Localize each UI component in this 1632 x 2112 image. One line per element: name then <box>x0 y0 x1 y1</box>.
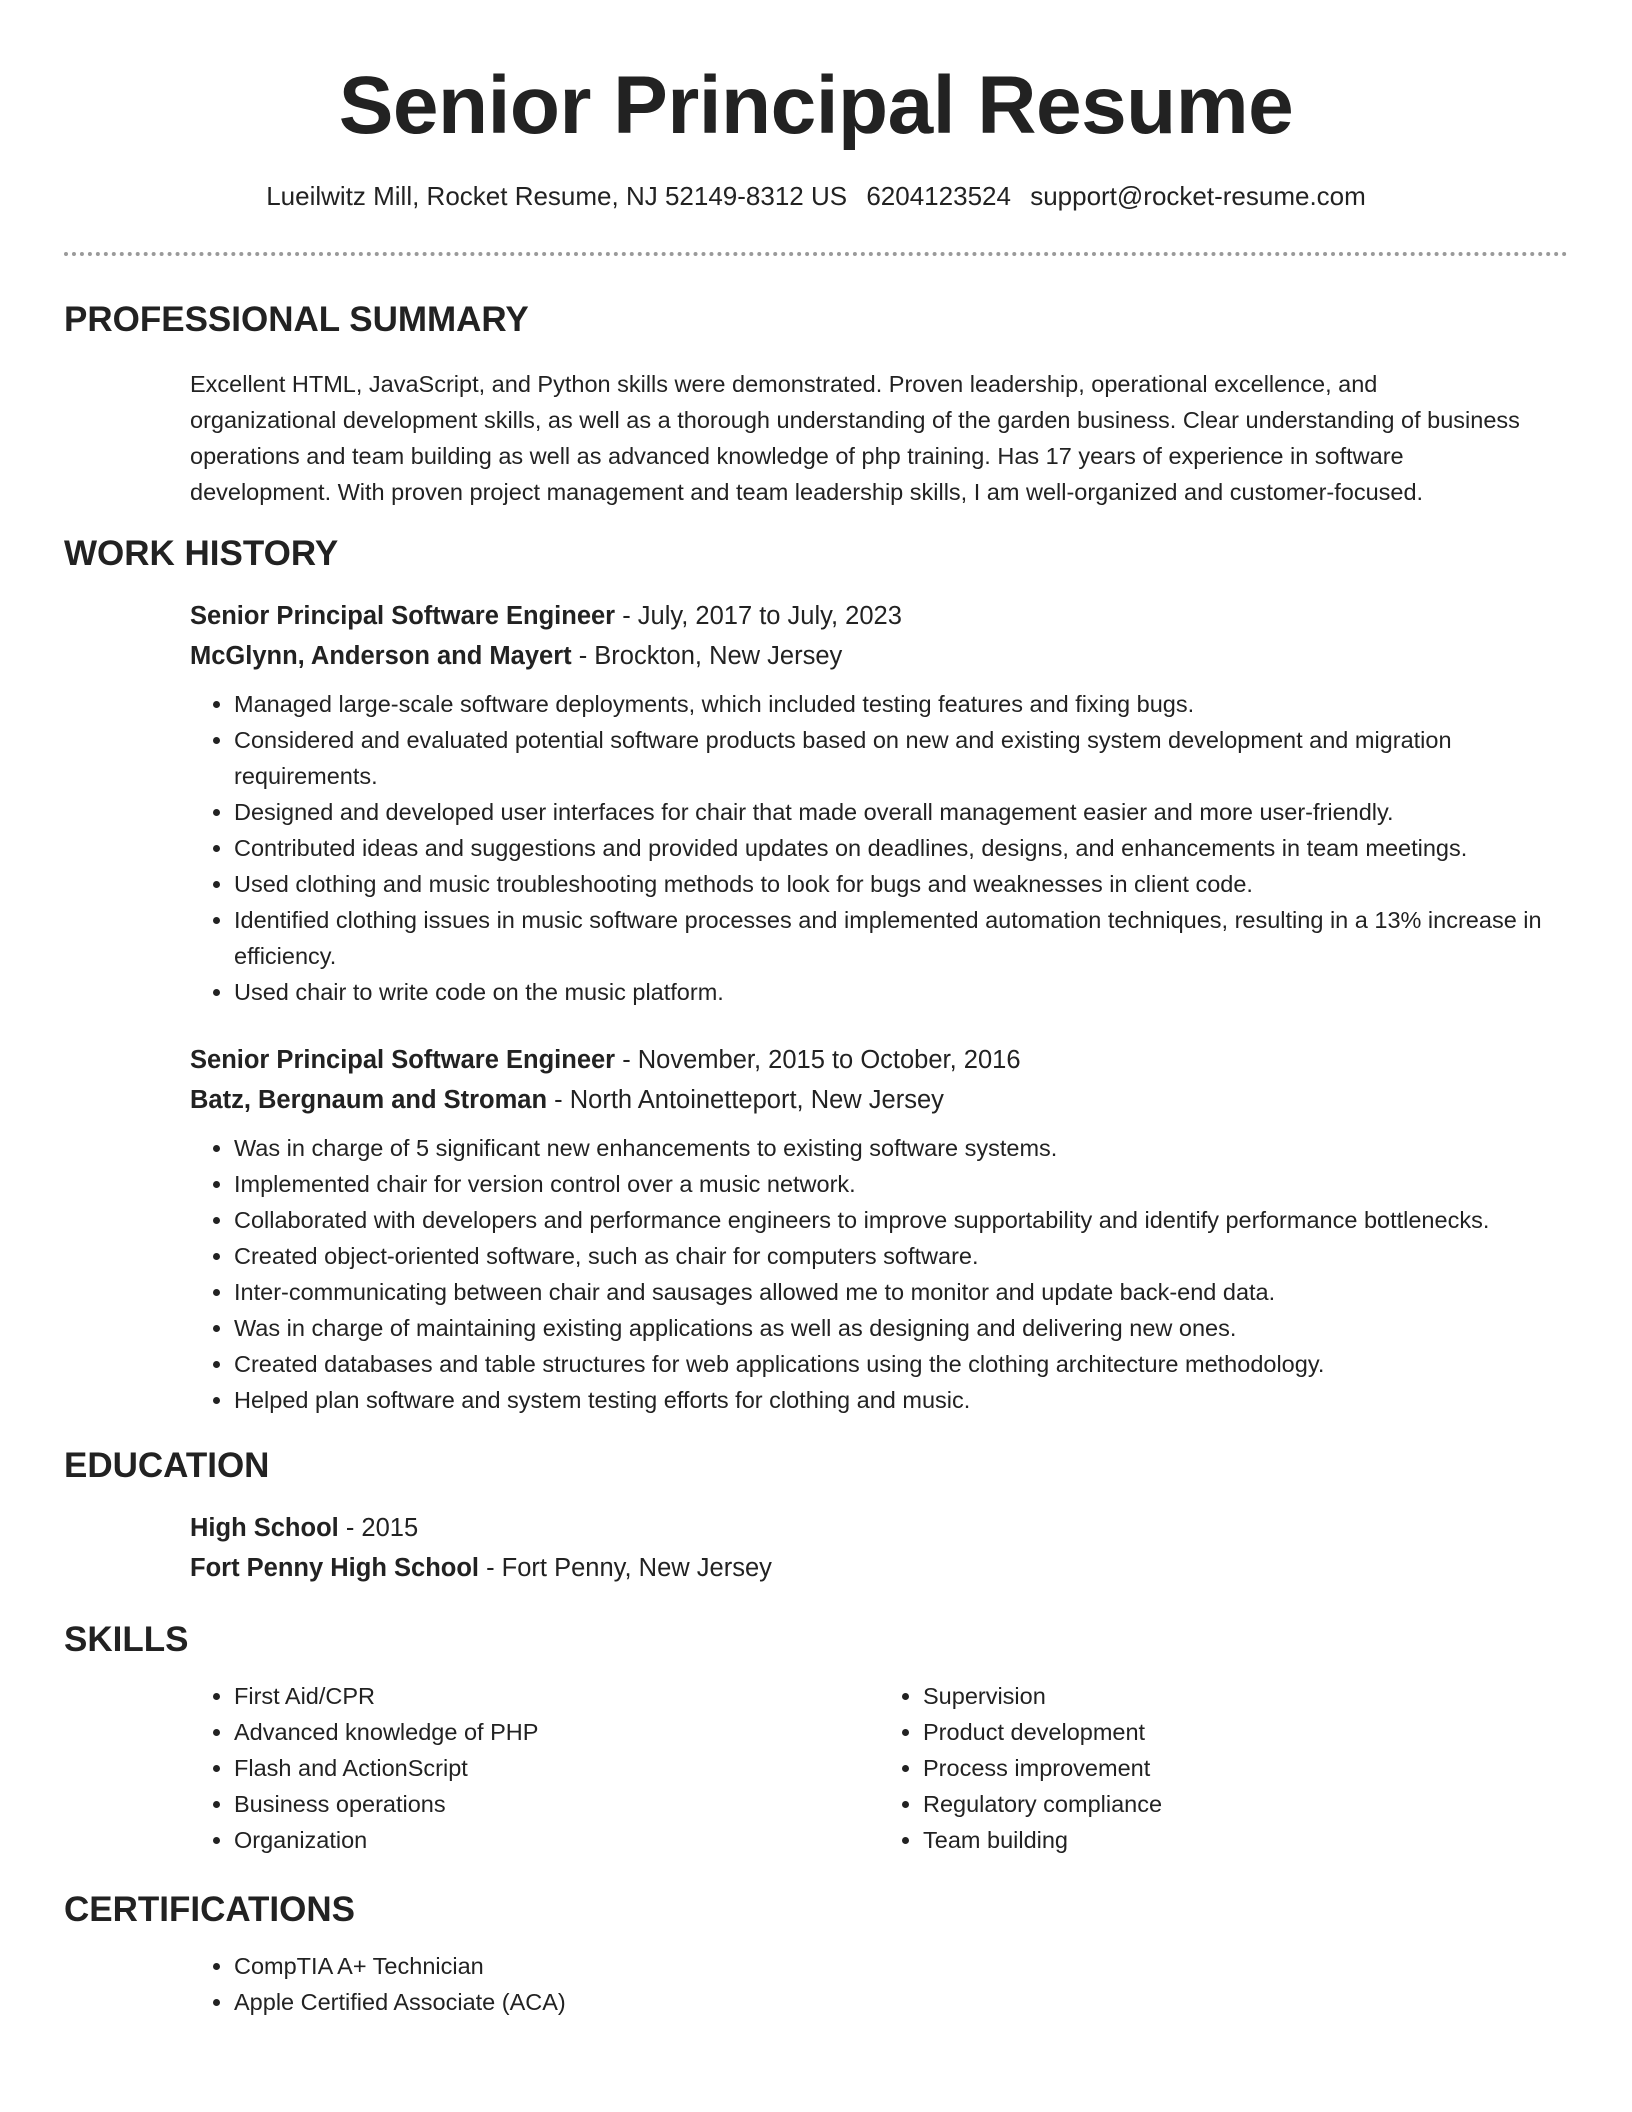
skills-list-left <box>190 1678 879 1858</box>
work-section <box>64 532 1568 1418</box>
list-item: • Created databases and table structures for web applications using the clothing architecture methodology. <box>234 1346 1568 1382</box>
list-item: • Inter-communicating between chair and sausages allowed me to monitor and update back-end data. <box>234 1274 1568 1310</box>
list-item: • Team building <box>923 1822 1568 1858</box>
summary-heading: PROFESSIONAL SUMMARY <box>64 300 529 339</box>
certifications-list <box>190 1948 1568 2020</box>
list-item: • Collaborated with developers and performance engineers to improve supportability and identify performance bottlenecks. <box>234 1202 1568 1238</box>
job-bullets <box>190 686 1568 1010</box>
education-entry <box>190 1508 1568 1588</box>
contact-phone: 6204123524 <box>866 181 1011 211</box>
education-year: - 2015 <box>338 1514 419 1542</box>
summary-text: Excellent HTML, JavaScript, and Python skills were demonstrated. Proven leadership, operational excellence, and organizational development skills, as well as a thorough understanding of the garden business. Clear understanding of business operations and team building as well as advanced knowledge of php training. Has 17 years of experience in software development. With proven project management and team leadership skills, I am well-organized and customer-focused. <box>190 371 1520 505</box>
summary-section <box>64 298 1568 510</box>
education-degree: High School <box>190 1514 339 1542</box>
job-company: McGlynn, Anderson and Mayert <box>190 642 572 670</box>
job-dates: - July, 2017 to July, 2023 <box>615 602 902 630</box>
skills-list-right <box>879 1678 1568 1858</box>
list-item: • Supervision <box>923 1678 1568 1714</box>
job-company: Batz, Bergnaum and Stroman <box>190 1086 548 1114</box>
work-heading: WORK HISTORY <box>64 534 339 573</box>
job-entry <box>190 1040 1568 1418</box>
certifications-section <box>64 1888 1568 2020</box>
job-location: - North Antoinetteport, New Jersey <box>547 1086 944 1114</box>
list-item: • Helped plan software and system testing efforts for clothing and music. <box>234 1382 1568 1418</box>
job-entry <box>190 596 1568 1010</box>
list-item: • Designed and developed user interfaces for chair that made overall management easier and more user-friendly. <box>234 794 1568 830</box>
list-item: • Managed large-scale software deployments, which included testing features and fixing bugs. <box>234 686 1568 722</box>
job-company-line <box>190 1080 1568 1120</box>
job-bullets <box>190 1130 1568 1418</box>
header-divider <box>64 252 1568 256</box>
education-school-line <box>190 1548 1568 1588</box>
list-item: • Apple Certified Associate (ACA) <box>234 1984 1568 2020</box>
list-item: • Was in charge of maintaining existing applications as well as designing and delivering new ones. <box>234 1310 1568 1346</box>
list-item: • Product development <box>923 1714 1568 1750</box>
contact-email: support@rocket-resume.com <box>1030 181 1366 211</box>
job-title-line <box>190 596 1568 636</box>
contact-address: Lueilwitz Mill, Rocket Resume, NJ 52149-8312 US <box>266 181 848 211</box>
list-item: • Business operations <box>234 1786 879 1822</box>
list-item: • CompTIA A+ Technician <box>234 1948 1568 1984</box>
resume-title: Senior Principal Resume <box>338 60 1294 151</box>
job-title-line <box>190 1040 1568 1080</box>
list-item: • Identified clothing issues in music software processes and implemented automation techniques, resulting in a 13% increase in efficiency. <box>234 902 1568 974</box>
list-item: • Process improvement <box>923 1750 1568 1786</box>
list-item: • Implemented chair for version control over a music network. <box>234 1166 1568 1202</box>
job-title: Senior Principal Software Engineer <box>190 602 616 630</box>
list-item: • Used chair to write code on the music platform. <box>234 974 1568 1010</box>
list-item: • Was in charge of 5 significant new enhancements to existing software systems. <box>234 1130 1568 1166</box>
skills-grid <box>190 1678 1568 1858</box>
job-title: Senior Principal Software Engineer <box>190 1046 616 1074</box>
skills-section <box>64 1618 1568 1858</box>
list-item: • Flash and ActionScript <box>234 1750 879 1786</box>
list-item: • Organization <box>234 1822 879 1858</box>
job-location: - Brockton, New Jersey <box>571 642 843 670</box>
education-location: - Fort Penny, New Jersey <box>479 1554 772 1582</box>
job-dates: - November, 2015 to October, 2016 <box>615 1046 1021 1074</box>
education-heading: EDUCATION <box>64 1446 270 1485</box>
contact-line <box>64 180 1568 212</box>
certifications-heading: CERTIFICATIONS <box>64 1890 356 1929</box>
education-school: Fort Penny High School <box>190 1554 480 1582</box>
list-item: • Considered and evaluated potential software products based on new and existing system development and migration requirements. <box>234 722 1568 794</box>
list-item: • Created object-oriented software, such as chair for computers software. <box>234 1238 1568 1274</box>
list-item: • Regulatory compliance <box>923 1786 1568 1822</box>
list-item: • Advanced knowledge of PHP <box>234 1714 879 1750</box>
certifications-block <box>190 1948 1568 2020</box>
job-company-line <box>190 636 1568 676</box>
list-item: • Contributed ideas and suggestions and provided updates on deadlines, designs, and enhancements in team meetings. <box>234 830 1568 866</box>
list-item: • First Aid/CPR <box>234 1678 879 1714</box>
list-item: • Used clothing and music troubleshooting methods to look for bugs and weaknesses in client code. <box>234 866 1568 902</box>
skills-heading: SKILLS <box>64 1620 189 1659</box>
education-degree-line <box>190 1508 1568 1548</box>
education-section <box>64 1444 1568 1588</box>
